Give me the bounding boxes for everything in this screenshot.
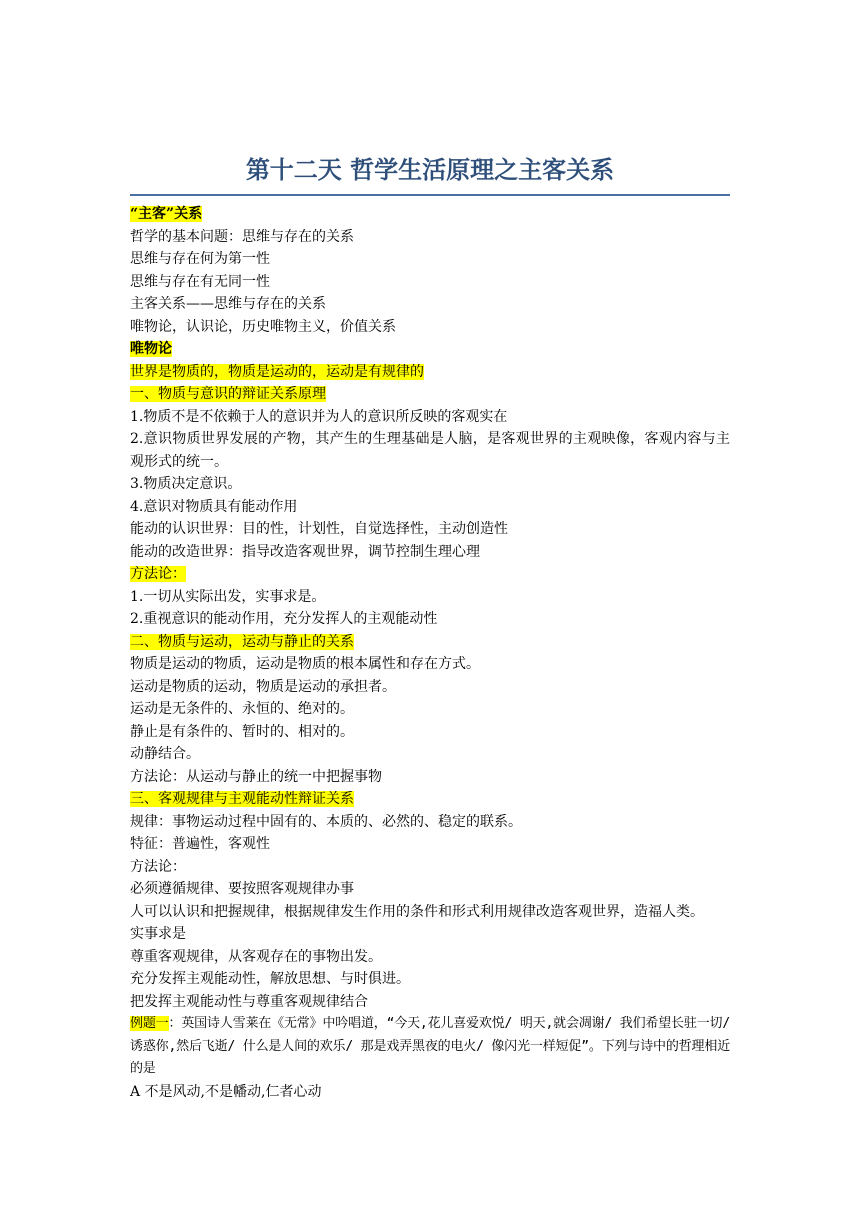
text-line: 方法论： <box>130 858 186 875</box>
text-line: 实事求是 <box>130 926 186 942</box>
text-line <box>130 383 730 406</box>
text-line: 4.意识对物质具有能动作用 <box>130 498 298 515</box>
text-line <box>130 361 730 384</box>
text-line: 运动是无条件的、永恒的、绝对的。 <box>130 701 354 717</box>
text-line <box>130 338 730 361</box>
text-line: 主客关系——思维与存在的关系 <box>130 296 326 312</box>
text-line <box>130 631 730 654</box>
example-text: ：英国诗人雪莱在《无常》中吟唱道，“今天,花儿喜爱欢悦/ 明天,就会凋谢/ 我们希望长驻一切/ 诱惑你,然后飞逝/ 什么是人间的欢乐/ 那是戏弄黑夜的电火/ 像闪光一样短促”。下列与诗中的哲理相近的是 <box>130 1016 731 1076</box>
text-line <box>130 788 730 811</box>
example-label: 例题一 <box>130 1016 169 1031</box>
highlight-text: 方法论： <box>130 566 186 582</box>
text-line: 思维与存在何为第一性 <box>130 251 270 267</box>
text-line: 1.物质不是不依赖于人的意识并为人的意识所反映的客观实在 <box>130 408 508 425</box>
text-line: 能动的认识世界：目的性，计划性，自觉选择性，主动创造性 <box>130 521 508 537</box>
section-heading: 一、物质与意识的辩证关系原理 <box>130 386 326 402</box>
text-line: 充分发挥主观能动性，解放思想、与时俱进。 <box>130 971 410 987</box>
title-underline <box>130 194 730 196</box>
section-heading: 二、物质与运动，运动与静止的关系 <box>130 633 354 650</box>
text-line: 1.一切从实际出发，实事求是。 <box>130 588 326 605</box>
heading-highlight: “主客”关系 <box>130 206 203 222</box>
text-line: 动静结合。 <box>130 746 200 762</box>
text-line: 把发挥主观能动性与尊重客观规律结合 <box>130 993 368 1010</box>
text-line: 唯物论，认识论，历史唯物主义，价值关系 <box>130 318 396 335</box>
text-line: 物质是运动的物质，运动是物质的根本属性和存在方式。 <box>130 656 480 672</box>
text-line: 尊重客观规律，从客观存在的事物出发。 <box>130 948 382 965</box>
text-line <box>130 203 730 226</box>
page-title: 第十二天 哲学生活原理之主客关系 <box>245 156 615 184</box>
text-line: 必须遵循规律、要按照客观规律办事 <box>130 881 354 897</box>
text-line: 能动的改造世界：指导改造客观世界，调节控制生理心理 <box>130 543 480 560</box>
text-paragraph: 2.意识物质世界发展的产物，其产生的生理基础是人脑，是客观世界的主观映像，客观内容与主观形式的统一。 <box>130 431 730 470</box>
text-line: 方法论：从运动与静止的统一中把握事物 <box>130 768 382 785</box>
highlight-text: 世界是物质的，物质是运动的，运动是有规律的 <box>130 363 424 380</box>
text-line: 3.物质决定意识。 <box>130 476 242 492</box>
document-body <box>130 203 730 1103</box>
text-paragraph: 人可以认识和把握规律，根据规律发生作用的条件和形式利用规律改造客观世界，造福人类。 <box>130 903 704 920</box>
section-heading: 三、客观规律与主观能动性辩证关系 <box>130 791 354 807</box>
text-line: 静止是有条件的、暂时的、相对的。 <box>130 723 354 740</box>
example-question <box>130 1013 730 1081</box>
answer-option-a: A 不是风动,不是幡动,仁者心动 <box>130 1083 322 1100</box>
text-line: 2.重视意识的能动作用，充分发挥人的主观能动性 <box>130 611 438 627</box>
text-line: 特征：普遍性，客观性 <box>130 836 270 852</box>
text-line <box>130 563 730 586</box>
text-line: 思维与存在有无同一性 <box>130 273 270 290</box>
text-line: 哲学的基本问题：思维与存在的关系 <box>130 228 354 245</box>
text-line: 规律：事物运动过程中固有的、本质的、必然的、稳定的联系。 <box>130 813 522 830</box>
text-line: 运动是物质的运动，物质是运动的承担者。 <box>130 678 396 695</box>
heading-highlight: 唯物论 <box>130 341 172 357</box>
